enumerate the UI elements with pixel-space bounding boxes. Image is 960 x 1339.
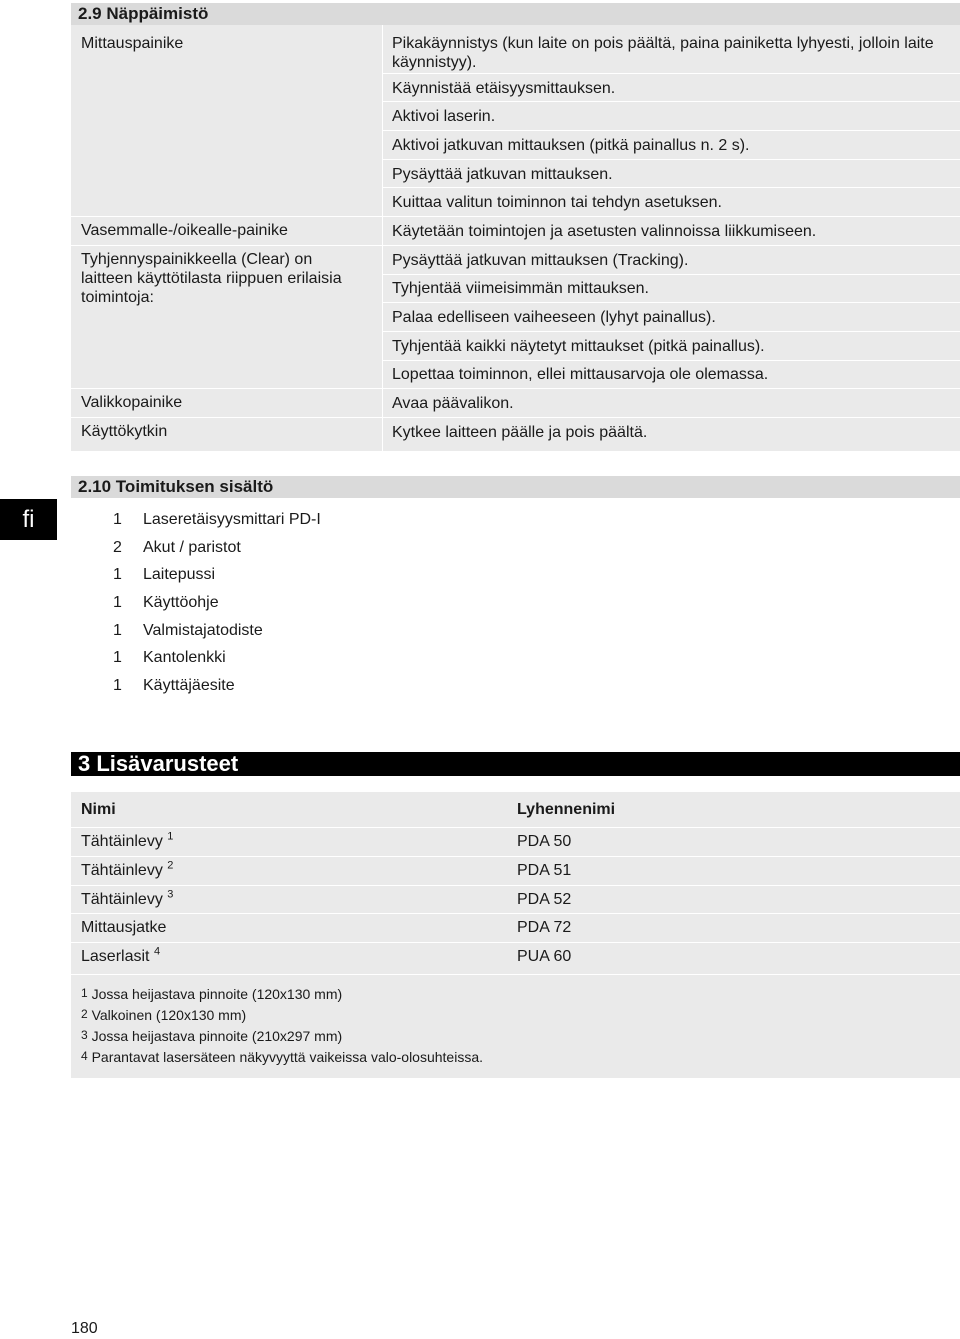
footnote	[81, 1047, 483, 1068]
list-item	[113, 589, 219, 616]
language-tab: fi	[0, 499, 57, 540]
keypad-table	[71, 25, 960, 451]
accessory-name-text: Tähtäinlevy	[81, 862, 163, 879]
footnote-number: 2	[81, 1007, 88, 1021]
footnote-text: Parantavat lasersäteen näkyvyyttä vaikeissa valo-olosuhteissa.	[91, 1049, 484, 1065]
function-text: Käynnistää etäisyysmittauksen.	[392, 80, 616, 97]
accessory-name	[81, 830, 174, 851]
footnote-number: 3	[81, 1028, 88, 1042]
footnote	[81, 1005, 246, 1026]
accessory-abbrev: PUA 60	[517, 948, 572, 965]
function-text: Pysäyttää jatkuvan mittauksen.	[392, 166, 613, 183]
accessory-name	[81, 945, 161, 966]
table-row	[71, 943, 960, 971]
key-clear-button: Tyhjennyspainikkeella (Clear) on laitteen käyttötilasta riippuen erilaisia toimintoja:	[81, 251, 342, 306]
item-quantity: 1	[113, 677, 122, 694]
item-name: Laseretäisyysmittari PD-I	[143, 511, 321, 528]
item-name: Käyttäjäesite	[143, 677, 235, 694]
table-row	[71, 857, 960, 885]
function-text: Tyhjentää kaikki näytetyt mittaukset (pitkä painallus).	[392, 338, 765, 355]
key-left-right-button: Vasemmalle-/oikealle-painike	[81, 222, 288, 239]
function-text: Aktivoi laserin.	[392, 108, 496, 125]
accessory-abbrev: PDA 72	[517, 919, 572, 936]
function-separator	[382, 101, 960, 102]
function-separator	[382, 302, 960, 303]
key-measure-button: Mittauspainike	[81, 35, 184, 52]
function-separator	[382, 73, 960, 74]
accessory-abbrev: PDA 52	[517, 891, 572, 908]
item-quantity: 2	[113, 539, 122, 556]
footnote-number: 4	[81, 1049, 88, 1063]
footnote-text: Valkoinen (120x130 mm)	[91, 1007, 247, 1023]
accessory-name: Mittausjatke	[81, 919, 167, 936]
list-item	[113, 644, 226, 671]
item-name: Käyttöohje	[143, 594, 219, 611]
list-item	[113, 506, 321, 533]
accessories-table	[71, 792, 960, 1078]
item-name: Akut / paristot	[143, 539, 241, 556]
footnote-ref: 1	[167, 830, 174, 843]
function-text: Palaa edelliseen vaiheeseen (lyhyt painallus).	[392, 309, 716, 326]
footnote-text: Jossa heijastava pinnoite (120x130 mm)	[91, 986, 343, 1002]
footnote-ref: 3	[167, 888, 174, 901]
list-item	[113, 561, 215, 588]
table-row	[71, 828, 960, 856]
accessory-name-text: Laserlasit	[81, 948, 150, 965]
item-name: Valmistajatodiste	[143, 622, 263, 639]
item-quantity: 1	[113, 594, 122, 611]
function-separator	[382, 130, 960, 131]
accessory-abbrev: PDA 51	[517, 862, 572, 879]
function-text: Pysäyttää jatkuvan mittauksen (Tracking).	[392, 252, 689, 269]
key-power-switch: Käyttökytkin	[81, 423, 168, 440]
function-text: Lopettaa toiminnon, ellei mittausarvoja ole olemassa.	[392, 366, 769, 383]
accessory-name-text: Tähtäinlevy	[81, 891, 163, 908]
function-text: Pikakäynnistys (kun laite on pois päältä, paina painiketta lyhyesti, jolloin laite käynnistyy).	[392, 35, 934, 71]
item-quantity: 1	[113, 622, 122, 639]
row-separator	[71, 417, 960, 418]
function-separator	[382, 274, 960, 275]
footnote	[81, 1026, 342, 1047]
function-separator	[382, 331, 960, 332]
list-item	[113, 672, 235, 699]
header-abbreviation: Lyhennenimi	[517, 801, 616, 818]
row-separator	[71, 216, 960, 217]
footnote-ref: 2	[167, 859, 174, 872]
function-text: Aktivoi jatkuvan mittauksen (pitkä painallus n. 2 s).	[392, 137, 750, 154]
function-separator	[382, 159, 960, 160]
footnote	[81, 984, 342, 1005]
header-name: Nimi	[81, 801, 116, 818]
function-separator	[382, 360, 960, 361]
footnote-number: 1	[81, 986, 88, 1000]
item-name: Kantolenkki	[143, 649, 226, 666]
accessory-name	[81, 859, 174, 880]
function-text: Tyhjentää viimeisimmän mittauksen.	[392, 280, 649, 297]
page-number: 180	[71, 1320, 98, 1337]
section-heading-keypad: 2.9 Näppäimistö	[71, 3, 960, 25]
footnote-ref: 4	[153, 945, 161, 958]
table-header	[71, 796, 960, 824]
item-quantity: 1	[113, 566, 122, 583]
list-item	[113, 617, 263, 644]
table-row	[71, 914, 960, 942]
footnote-text: Jossa heijastava pinnoite (210x297 mm)	[91, 1028, 343, 1044]
function-text: Kytkee laitteen päälle ja pois päältä.	[392, 424, 648, 441]
item-name: Laitepussi	[143, 566, 216, 583]
accessory-name	[81, 888, 174, 909]
item-quantity: 1	[113, 511, 122, 528]
table-row	[71, 886, 960, 914]
section-heading-accessories: 3 Lisävarusteet	[71, 752, 960, 776]
function-text: Avaa päävalikon.	[392, 395, 514, 412]
key-menu-button: Valikkopainike	[81, 394, 183, 411]
accessory-name-text: Tähtäinlevy	[81, 833, 163, 850]
row-separator	[71, 388, 960, 389]
row-separator	[71, 245, 960, 246]
section-heading-contents: 2.10 Toimituksen sisältö	[71, 476, 960, 498]
list-item	[113, 534, 241, 561]
function-separator	[382, 187, 960, 188]
function-text: Kuittaa valitun toiminnon tai tehdyn asetuksen.	[392, 194, 722, 211]
function-text: Käytetään toimintojen ja asetusten valinnoissa liikkumiseen.	[392, 223, 817, 240]
item-quantity: 1	[113, 649, 122, 666]
row-separator	[71, 974, 960, 975]
accessory-abbrev: PDA 50	[517, 833, 572, 850]
